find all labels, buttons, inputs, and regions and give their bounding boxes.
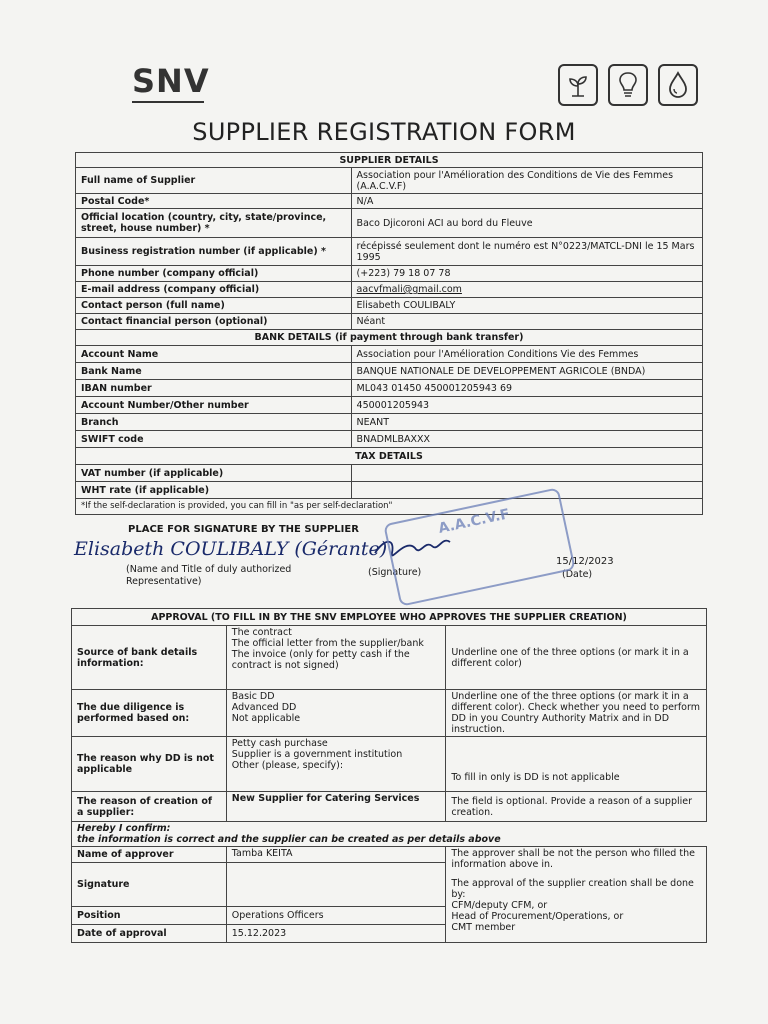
row-value: Association pour l'Amélioration Conditions Vie des Femmes xyxy=(351,346,702,363)
creation-reason-instruction: The field is optional. Provide a reason of a supplier creation. xyxy=(446,792,707,822)
snv-logo: SNV xyxy=(132,62,210,100)
row-value: BNADMLBAXXX xyxy=(351,431,702,448)
row-label: Official location (country, city, state/province, street, house number) * xyxy=(76,209,352,238)
row-value: Néant xyxy=(351,314,702,330)
row-label: SWIFT code xyxy=(76,431,352,448)
section-heading-supplier: SUPPLIER DETAILS xyxy=(76,153,703,168)
row-label: Branch xyxy=(76,414,352,431)
option: Petty cash purchase xyxy=(231,738,328,749)
logo-underline xyxy=(132,101,204,103)
confirm-line-1: Hereby I confirm: xyxy=(77,823,171,834)
row-label: Contact financial person (optional) xyxy=(76,314,352,330)
bank-source-options xyxy=(226,626,446,690)
bulb-icon xyxy=(608,64,648,106)
creation-reason-label: The reason of creation of a supplier: xyxy=(72,792,227,822)
row-label: WHT rate (if applicable) xyxy=(76,482,352,499)
row-value: N/A xyxy=(351,194,702,209)
option: The official letter from the supplier/bank xyxy=(231,638,424,649)
note-line: CFM/deputy CFM, or xyxy=(451,900,548,911)
row-label: Postal Code* xyxy=(76,194,352,209)
bank-source-label: Source of bank details information: xyxy=(72,626,227,690)
note-line: Head of Procurement/Operations, or xyxy=(451,911,624,922)
due-diligence-label: The due diligence is performed based on: xyxy=(72,690,227,737)
signature-caption: (Signature) xyxy=(368,567,422,578)
row-value: récépissé seulement dont le numéro est N°0223/MATCL-DNI le 15 Mars 1995 xyxy=(351,238,702,266)
supplier-stamp: A.A.C.V.F xyxy=(383,487,576,606)
row-label: Full name of Supplier xyxy=(76,168,352,194)
row-label: Business registration number (if applicable) * xyxy=(76,238,352,266)
row-value: (+223) 79 18 07 78 xyxy=(351,266,702,282)
due-diligence-instruction: Underline one of the three options (or mark it in a different color). Check whether you need to perform DD in you Country Authority Matrix and in DD instruction. xyxy=(446,690,707,737)
signature-section-title: PLACE FOR SIGNATURE BY THE SUPPLIER xyxy=(128,524,359,535)
option: Supplier is a government institution xyxy=(231,749,403,760)
option: Not applicable xyxy=(231,713,301,724)
date-caption: (Date) xyxy=(562,569,593,580)
creation-reason-value: New Supplier for Catering Services xyxy=(226,792,446,822)
note-line: The approver shall be not the person who filled the information above in. xyxy=(451,848,695,870)
water-drop-icon xyxy=(658,64,698,106)
row-value: BANQUE NATIONALE DE DEVELOPPEMENT AGRICOLE (BNDA) xyxy=(351,363,702,380)
due-diligence-options xyxy=(226,690,446,737)
section-heading-tax: TAX DETAILS xyxy=(76,448,703,465)
approver-note xyxy=(446,847,707,943)
row-value: Elisabeth COULIBALY xyxy=(351,298,702,314)
approval-date-value: 15.12.2023 xyxy=(226,925,446,943)
note-line: CMT member xyxy=(451,922,516,933)
dd-not-applicable-label: The reason why DD is not applicable xyxy=(72,737,227,792)
handwritten-name: Elisabeth COULIBALY (Gérante) xyxy=(74,538,388,560)
option: The contract xyxy=(231,627,292,638)
row-value xyxy=(351,465,702,482)
row-label: E-mail address (company official) xyxy=(76,282,352,298)
row-label: Account Name xyxy=(76,346,352,363)
option: Other (please, specify): xyxy=(231,760,344,771)
approval-date-label: Date of approval xyxy=(72,925,227,943)
option: Advanced DD xyxy=(231,702,297,713)
confirm-line-2: the information is correct and the supplier can be created as per details above xyxy=(77,834,501,845)
row-label: Phone number (company official) xyxy=(76,266,352,282)
name-caption: (Name and Title of duly authorized Representative) xyxy=(126,564,292,587)
approver-signature-label: Signature xyxy=(72,863,227,907)
plant-icon xyxy=(558,64,598,106)
dd-not-applicable-instruction: To fill in only is DD is not applicable xyxy=(446,737,707,792)
dd-not-applicable-options xyxy=(226,737,446,792)
section-heading-approval: APPROVAL (TO FILL IN BY THE SNV EMPLOYEE WHO APPROVES THE SUPPLIER CREATION) xyxy=(72,609,707,626)
row-label: Contact person (full name) xyxy=(76,298,352,314)
option: The invoice (only for petty cash if the contract is not signed) xyxy=(231,649,410,671)
email-value: aacvfmali@gmail.com xyxy=(351,282,702,298)
row-value: Baco Djicoroni ACI au bord du Fleuve xyxy=(351,209,702,238)
approver-name-label: Name of approver xyxy=(72,847,227,863)
approver-position-value: Operations Officers xyxy=(226,907,446,925)
row-label: IBAN number xyxy=(76,380,352,397)
form-title: SUPPLIER REGISTRATION FORM xyxy=(192,118,576,146)
section-heading-bank: BANK DETAILS (if payment through bank transfer) xyxy=(76,330,703,346)
row-value: ML043 01450 450001205943 69 xyxy=(351,380,702,397)
option: Basic DD xyxy=(231,691,275,702)
row-label: VAT number (if applicable) xyxy=(76,465,352,482)
supplier-details-table xyxy=(75,152,703,515)
signature-date: 15/12/2023 xyxy=(556,556,614,567)
note-line: The approval of the supplier creation shall be done by: xyxy=(451,878,694,900)
approval-table xyxy=(71,608,707,943)
row-value: 450001205943 xyxy=(351,397,702,414)
bank-source-instruction: Underline one of the three options (or mark it in a different color) xyxy=(446,626,707,690)
tax-note: *If the self-declaration is provided, you can fill in "as per self-declaration" xyxy=(76,499,703,515)
approver-signature-value xyxy=(226,863,446,907)
row-label: Account Number/Other number xyxy=(76,397,352,414)
confirmation-text xyxy=(72,822,707,847)
row-label: Bank Name xyxy=(76,363,352,380)
approver-position-label: Position xyxy=(72,907,227,925)
row-value: NEANT xyxy=(351,414,702,431)
row-value: Association pour l'Amélioration des Conditions de Vie des Femmes (A.A.C.V.F) xyxy=(351,168,702,194)
approver-name-value: Tamba KEITA xyxy=(226,847,446,863)
